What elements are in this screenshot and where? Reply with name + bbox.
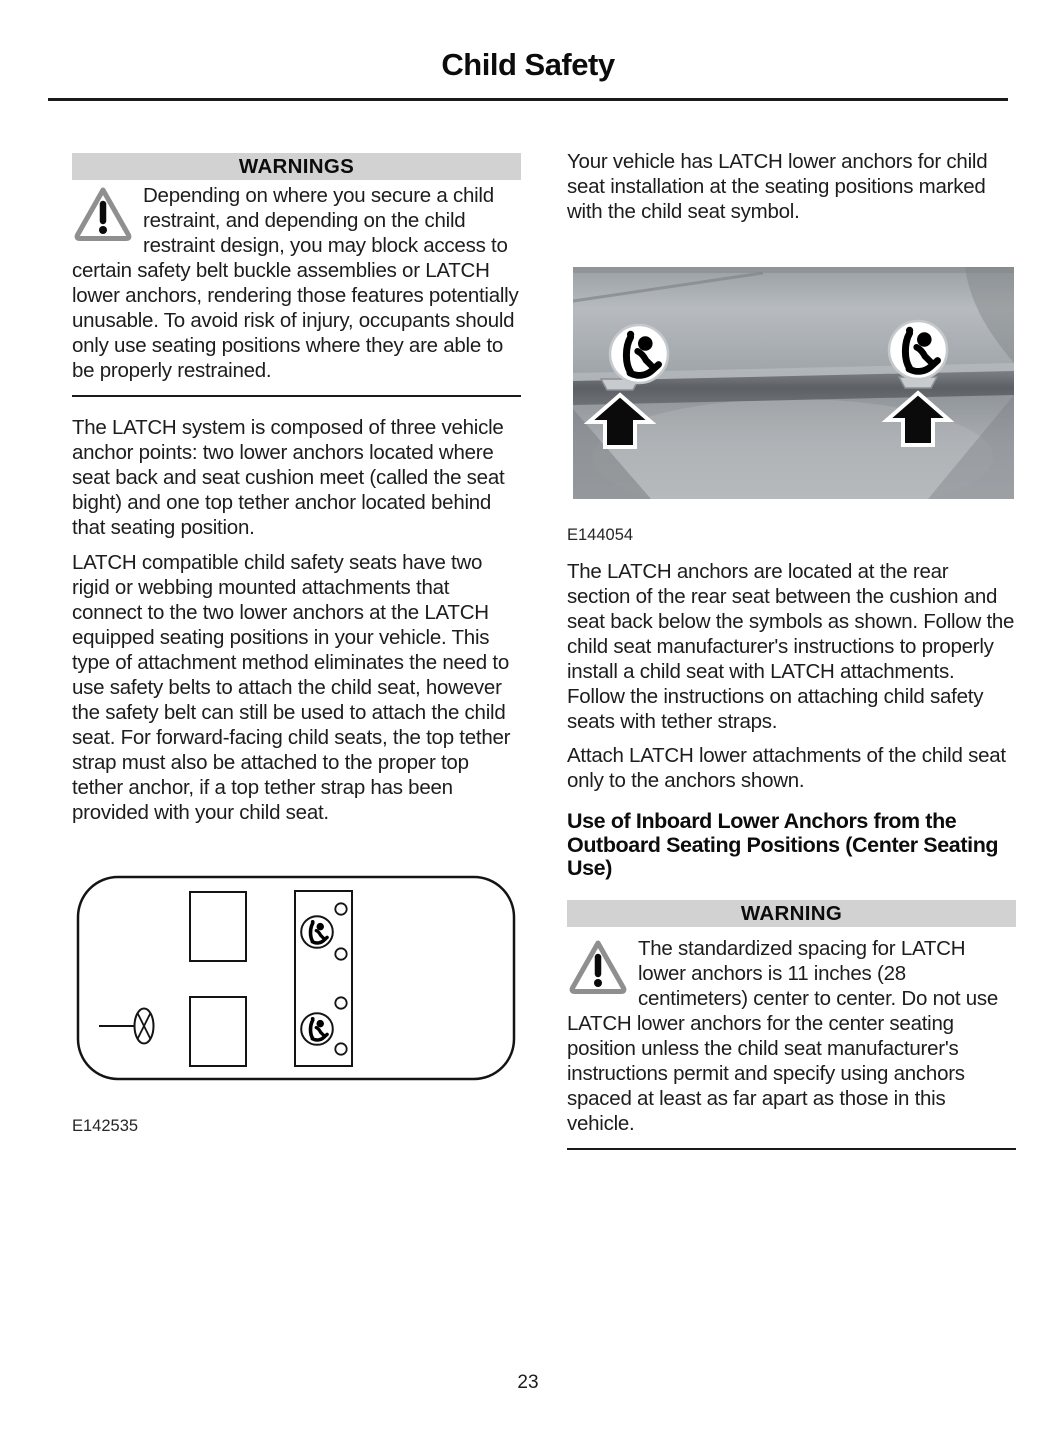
warning-header-bar: WARNING	[567, 900, 1016, 927]
child-seat-symbol-icon	[889, 321, 947, 379]
front-seat-right	[190, 997, 246, 1066]
warning-triangle-icon	[567, 938, 629, 996]
warning-text: The standardized spacing for LATCH lower anchors is 11 inches (28 centimeters) center to center. Do not use LATCH lower anchors for the center seating position unless the child seat manufacturer's instructions permit and specify using anchors spaced at least as far apart as those in this vehicle.	[567, 936, 999, 1135]
page-number: 23	[517, 1372, 539, 1393]
warning-text: Depending on where you secure a child restraint, and depending on the child restraint design, you may block access to certain safety belt buckle assemblies or LATCH lower anchors, rendering those features potentially unusable. To avoid risk of injury, occupants should only use seating positions where they are able to be properly restrained.	[72, 184, 519, 382]
warning-end-rule	[72, 395, 521, 397]
paragraph-latch-system: The LATCH system is composed of three vehicle anchor points: two lower anchors located where seat back and seat cushion meet (called the seat bight) and one top tether anchor located behind that seating position.	[72, 416, 505, 539]
lower-anchor-marker	[335, 903, 346, 914]
figure-label: E142535	[72, 1117, 139, 1135]
warnings-header-bar: WARNINGS	[72, 153, 521, 180]
figure-label: E144054	[567, 526, 634, 544]
child-seat-symbol-icon	[301, 916, 333, 948]
paragraph-anchor-location: The LATCH anchors are located at the rear section of the rear seat between the cushion and seat back below the symbols as shown. Follow the child seat manufacturer's instructions to properly install a child seat with LATCH attachments. Follow the instructions on attaching child safety seats with tether straps.	[567, 560, 1015, 733]
right-column	[567, 149, 1016, 1150]
left-column	[72, 153, 521, 1136]
paragraph-latch-seats: LATCH compatible child safety seats have two rigid or webbing mounted attachments that connect to the two lower anchors at the LATCH equipped seating positions in your vehicle. This type of attachment method eliminates the need to use safety belts to attach the child seat, however the safety belt can still be used to attach the child seat. For forward-facing child seats, the top tether strap must also be attached to the proper top tether anchor, if a top tether strap has been provided with your child seat.	[72, 551, 511, 824]
warning-paragraph	[72, 183, 521, 383]
page-title: Child Safety	[441, 47, 615, 82]
vehicle-top-view-diagram	[72, 873, 521, 1085]
lower-anchor-marker	[335, 1043, 346, 1054]
warning-triangle-icon	[72, 185, 134, 243]
rear-seat-anchor-photo	[573, 267, 1014, 499]
front-seat-left	[190, 892, 246, 961]
section-heading: Use of Inboard Lower Anchors from the Outboard Seating Positions (Center Seating Use)	[567, 809, 999, 880]
warning-paragraph	[567, 936, 1016, 1136]
title-rule	[48, 98, 1008, 101]
steering-wheel-icon	[99, 1009, 154, 1044]
paragraph-attach-only: Attach LATCH lower attachments of the child seat only to the anchors shown.	[567, 744, 1006, 792]
child-seat-symbol-icon	[301, 1013, 333, 1045]
lower-anchor-marker	[335, 997, 346, 1008]
warning-end-rule	[567, 1148, 1016, 1150]
lower-anchor-marker	[335, 948, 346, 959]
child-seat-symbol-icon	[610, 325, 668, 383]
paragraph-vehicle-latch: Your vehicle has LATCH lower anchors for child seat installation at the seating positions marked with the child seat symbol.	[567, 150, 988, 223]
